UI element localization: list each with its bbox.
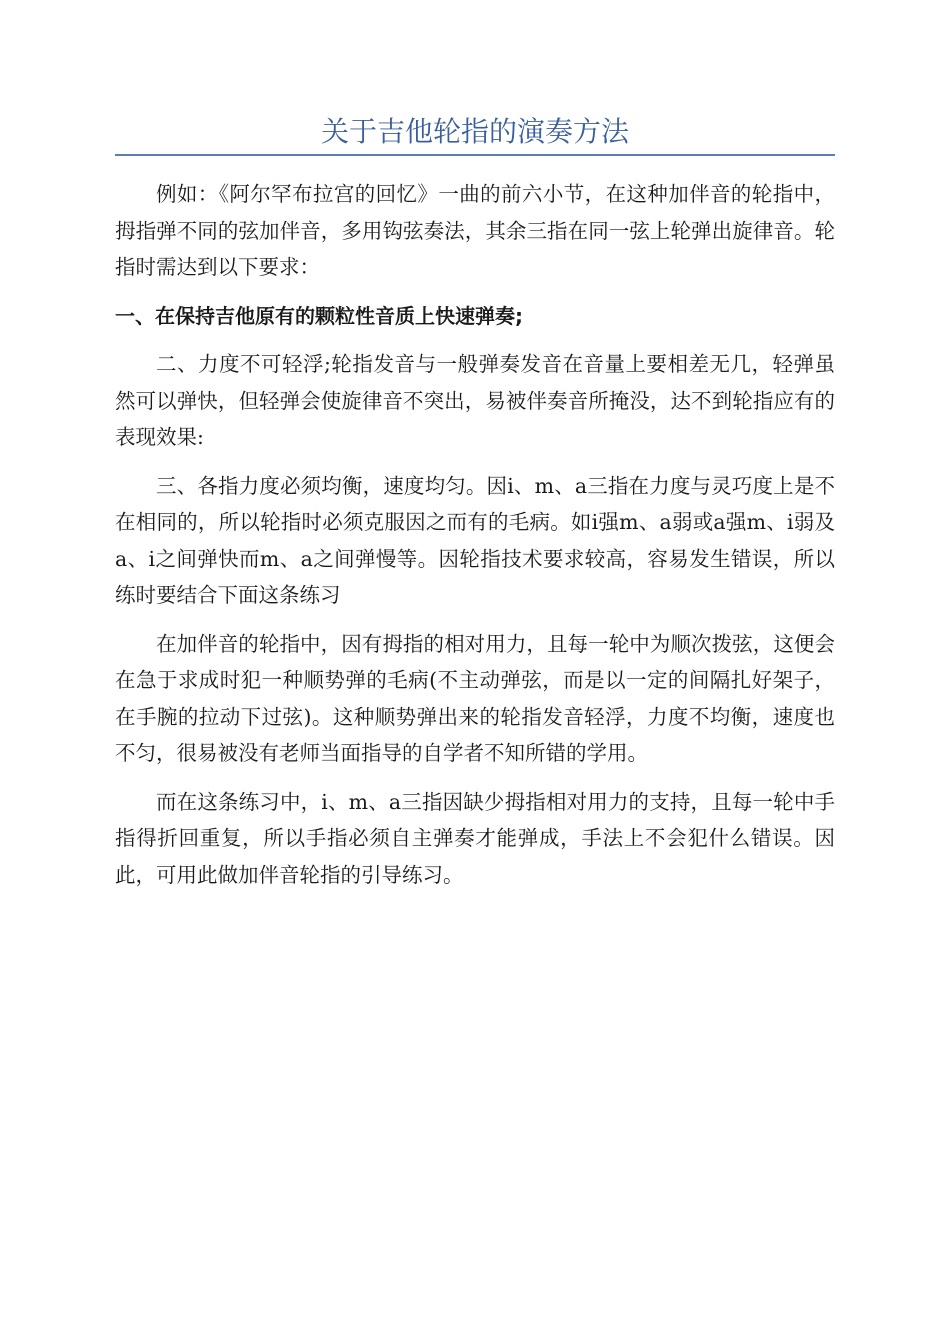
paragraph-three: 三、各指力度必须均衡，速度均匀。因i、m、a三指在力度与灵巧度上是不在相同的，所以轮指时必须克服因之而有的毛病。如i强m、a弱或a强m、i弱及a、i之间弹快而m、a之间弹慢等。因轮指技术要求较高，容易发生错误，所以练时要结合下面这条练习 (115, 473, 835, 607)
section-heading-one: 一、在保持吉他原有的颗粒性音质上快速弹奏; (115, 303, 523, 328)
paragraph-exercise: 而在这条练习中，i、m、a三指因缺少拇指相对用力的支持，且每一轮中手指得折回重复，所以手指必须自主弹奏才能弹成，手法上不会犯什么错误。因此，可用此做加伴音轮指的引导练习。 (115, 789, 835, 887)
title-underline (115, 154, 835, 156)
paragraph-two: 二、力度不可轻浮;轮指发音与一般弹奏发音在音量上要相差无几，轻弹虽然可以弹快，但轻弹会使旋律音不突出，易被伴奏音所掩没，达不到轮指应有的表现效果: (115, 352, 835, 449)
paragraph-accompaniment: 在加伴音的轮指中，因有拇指的相对用力，且每一轮中为顺次拨弦，这便会在急于求成时犯一种顺势弹的毛病(不主动弹弦，而是以一定的间隔扎好架子，在手腕的拉动下过弦)。这种顺势弹出来的轮指发音轻浮，力度不均衡，速度也不匀，很易被没有老师当面指导的自学者不知所错的学用。 (115, 631, 835, 765)
document-title: 关于吉他轮指的演奏方法 (320, 115, 629, 148)
paragraph-intro: 例如：《阿尔罕布拉宫的回忆》一曲的前六小节，在这种加伴音的轮指中，拇指弹不同的弦加伴音，多用钩弦奏法，其余三指在同一弦上轮弹出旋律音。轮指时需达到以下要求： (115, 182, 835, 279)
document-body (115, 176, 835, 905)
